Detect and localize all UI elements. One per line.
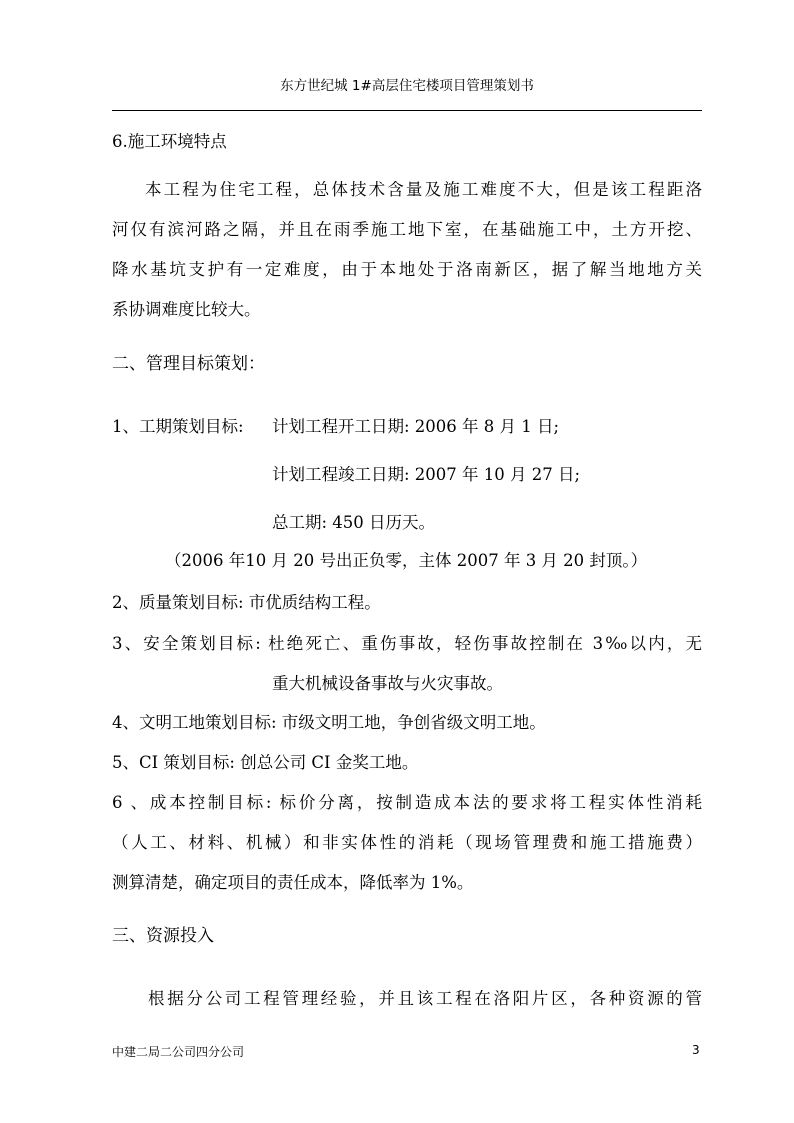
page-header-title: 东方世纪城 1#高层住宅楼项目管理策划书 xyxy=(280,78,534,94)
schedule-note: （2006 年10 月 20 号出正负零，主体 2007 年 3 月 20 封顶。） xyxy=(165,551,648,570)
section3-para-line1: 根据分公司工程管理经验，并且该工程在洛阳片区，各种资源的管 xyxy=(148,989,702,1008)
civilized-site-target: 4、文明工地策划目标: 市级文明工地，争创省级文明工地。 xyxy=(112,713,546,732)
ci-target: 5、CI 策划目标: 创总公司 CI 金奖工地。 xyxy=(112,753,419,772)
schedule-label: 1、工期策划目标: xyxy=(112,417,244,436)
cost-target-line2: （人工、材料、机械）和非实体性的消耗（现场管理费和施工措施费） xyxy=(112,833,702,852)
section6-title: 6.施工环境特点 xyxy=(112,132,227,151)
footer-company: 中建二局二公司四分公司 xyxy=(112,1045,245,1059)
quality-target: 2、质量策划目标: 市优质结构工程。 xyxy=(112,593,381,612)
page-number: 3 xyxy=(692,1043,700,1057)
header-divider xyxy=(112,110,702,111)
safety-target-line2: 重大机械设备事故与火灾事故。 xyxy=(272,674,503,693)
schedule-finish: 计划工程竣工日期: 2007 年 10 月 27 日; xyxy=(272,465,581,484)
section6-para-line4: 系协调难度比较大。 xyxy=(112,300,261,319)
section2-title: 二、管理目标策划： xyxy=(112,354,265,374)
schedule-start: 计划工程开工日期: 2006 年 8 月 1 日; xyxy=(272,417,560,436)
section6-para-line2: 河仅有滨河路之隔，并且在雨季施工地下室，在基础施工中，土方开挖、 xyxy=(112,220,702,239)
section6-para-line3: 降水基坑支护有一定难度，由于本地处于洛南新区，据了解当地地方关 xyxy=(112,260,702,279)
section6-para-line1: 本工程为住宅工程，总体技术含量及施工难度不大，但是该工程距洛 xyxy=(145,180,702,199)
section3-title: 三、资源投入 xyxy=(112,926,214,946)
schedule-total: 总工期: 450 日历天。 xyxy=(272,513,436,532)
cost-target-line1: 6 、成本控制目标: 标价分离，按制造成本法的要求将工程实体性消耗 xyxy=(112,793,702,812)
cost-target-line3: 测算清楚，确定项目的责任成本，降低率为 1%。 xyxy=(112,873,474,892)
safety-target-line1: 3、安全策划目标: 杜绝死亡、重伤事故，轻伤事故控制在 3‰以内，无 xyxy=(112,634,702,653)
